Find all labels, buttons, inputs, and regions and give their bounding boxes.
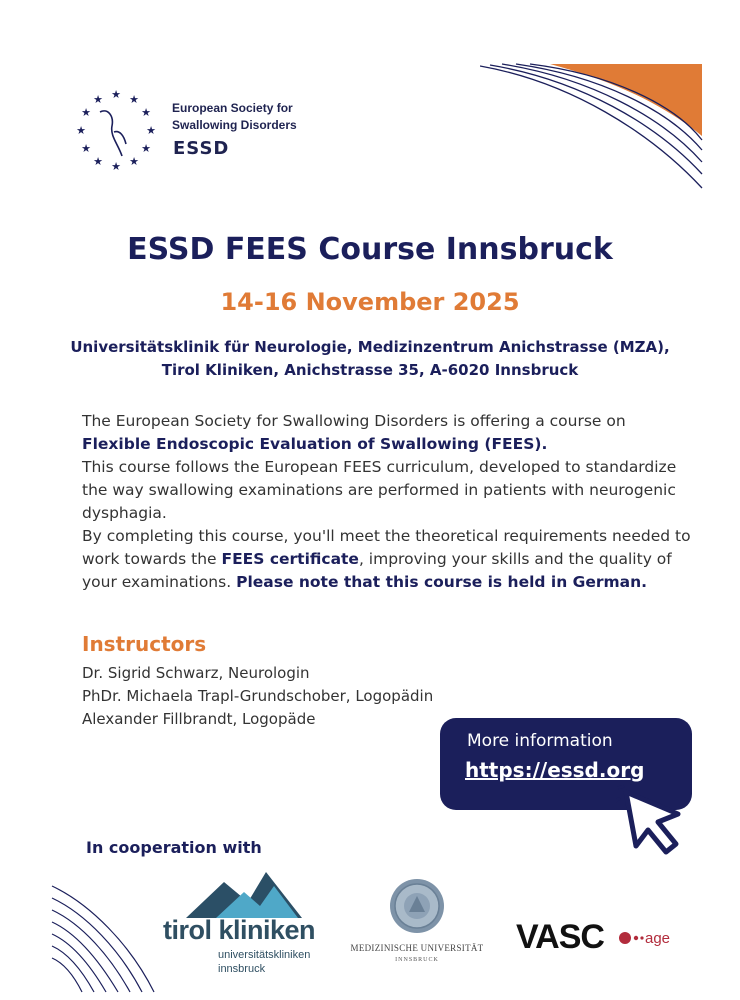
cooperation-heading: In cooperation with xyxy=(86,838,262,857)
instructors-heading: Instructors xyxy=(82,632,207,656)
svg-text:★: ★ xyxy=(129,93,139,106)
course-title: ESSD FEES Course Innsbruck xyxy=(127,232,613,267)
venue-line1: Universitätsklinik für Neurologie, Medizinzentrum Anichstrasse (MZA), xyxy=(70,338,670,356)
tirol-kliniken-subtitle2: innsbruck xyxy=(218,963,266,975)
description-p3-start: By completing this course, you'll meet the theoretical requirements needed to work towards the xyxy=(82,527,691,568)
medical-university-name: MEDIZINISCHE UNIVERSITÄT xyxy=(350,943,484,953)
instructor-item: Alexander Fillbrandt, Logopäde xyxy=(82,710,316,728)
organization-abbreviation: ESSD xyxy=(173,138,230,159)
more-info-link[interactable]: https://essd.org xyxy=(465,758,645,782)
instructors-list xyxy=(82,662,433,731)
svg-text:★: ★ xyxy=(76,124,86,137)
svg-text:★: ★ xyxy=(111,160,121,173)
fees-certificate-text: FEES certificate xyxy=(221,550,359,568)
venue-line2: Tirol Kliniken, Anichstrasse 35, A-6020 Innsbruck xyxy=(161,361,579,379)
organization-name-line2: Swallowing Disorders xyxy=(172,118,297,132)
medical-university-city: INNSBRUCK xyxy=(395,957,439,963)
course-venue xyxy=(40,336,700,382)
instructor-item: Dr. Sigrid Schwarz, Neurologin xyxy=(82,664,310,682)
tirol-kliniken-subtitle1: universitätskliniken xyxy=(218,949,311,961)
svg-text:★: ★ xyxy=(111,88,121,101)
description-p1: The European Society for Swallowing Disorders is offering a course on xyxy=(82,412,626,430)
svg-text:★: ★ xyxy=(141,106,151,119)
description-p1-bold: Flexible Endoscopic Evaluation of Swallowing (FEES). xyxy=(82,435,548,453)
decorative-stripes-bottom xyxy=(50,884,160,994)
cursor-arrow-icon xyxy=(616,784,690,860)
svg-text:★: ★ xyxy=(129,155,139,168)
essd-logo-icon xyxy=(70,86,162,178)
course-date: 14-16 November 2025 xyxy=(220,288,520,316)
tirol-kliniken-mountains-icon xyxy=(186,872,302,918)
organization-name-line1: European Society for xyxy=(172,101,293,115)
svg-text:★: ★ xyxy=(93,155,103,168)
svg-text:★: ★ xyxy=(93,93,103,106)
language-note: Please note that this course is held in German. xyxy=(236,573,648,591)
course-description xyxy=(82,410,702,594)
instructor-item: PhDr. Michaela Trapl-Grundschober, Logopädin xyxy=(82,687,434,705)
svg-text:★: ★ xyxy=(81,106,91,119)
vasc-age-suffix: age xyxy=(645,930,671,947)
tirol-kliniken-name: tirol kliniken xyxy=(163,915,316,945)
more-info-label: More information xyxy=(467,731,613,751)
vasc-age-logo-text: VASC xyxy=(516,918,604,956)
description-p2: This course follows the European FEES curriculum, developed to standardize the way swallowing examinations are performed in patients with neurogenic dysphagia. xyxy=(82,458,677,522)
vasc-age-dots-icon xyxy=(617,928,645,948)
svg-text:★: ★ xyxy=(141,142,151,155)
svg-text:★: ★ xyxy=(146,124,156,137)
svg-text:★: ★ xyxy=(81,142,91,155)
organization-name xyxy=(172,100,297,134)
decorative-stripes-top xyxy=(480,62,704,192)
medical-university-seal-icon xyxy=(389,878,445,934)
description-p3-end: , improving your skills and the quality of your examinations. xyxy=(82,550,672,591)
